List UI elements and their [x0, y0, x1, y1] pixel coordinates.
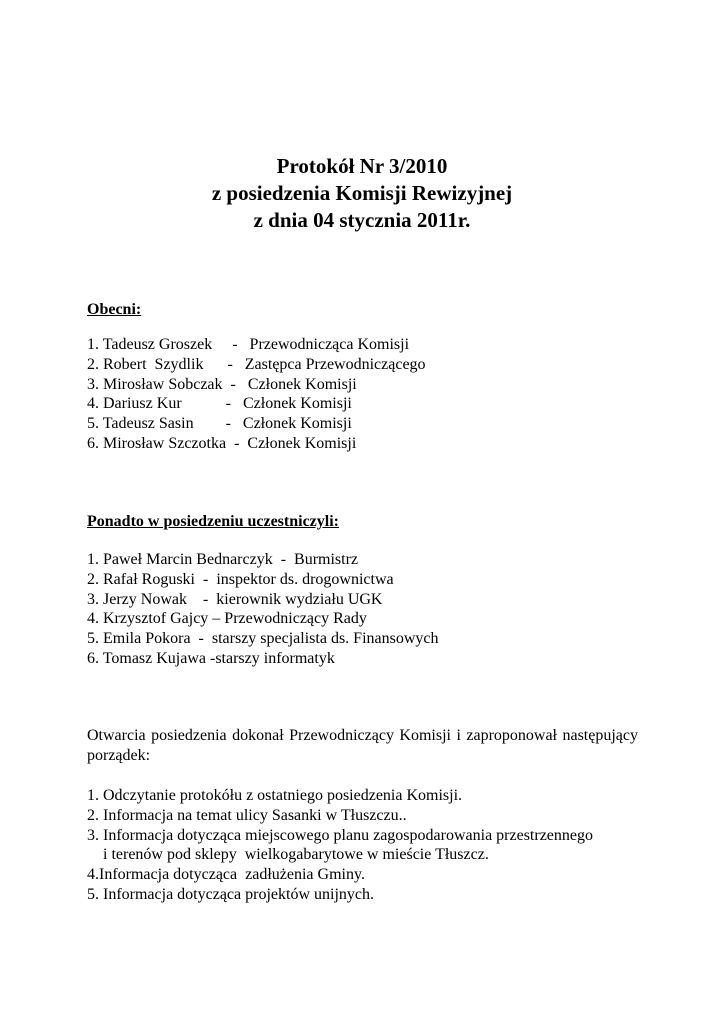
opening-paragraph: Otwarcia posiedzenia dokonał Przewodniczący Komisji i zaproponował następujący porządek: — [87, 727, 638, 764]
list-item: 4. Krzysztof Gajcy – Przewodniczący Rady — [87, 610, 367, 628]
list-item: 2. Robert Szydlik - Zastępca Przewodniczącego — [87, 355, 426, 373]
list-item: 3. Jerzy Nowak - kierownik wydziału UGK — [87, 590, 383, 608]
list-item: 1. Paweł Marcin Bednarczyk - Burmistrz — [87, 551, 359, 568]
title-line-3: z dnia 04 stycznia 2011r. — [253, 208, 471, 232]
agenda-item-2: 2. Informacja na temat ulicy Sasanki w Tłuszczu.. — [87, 806, 407, 824]
list-item: 5. Tadeusz Sasin - Członek Komisji — [87, 415, 352, 433]
title-line-2: z posiedzenia Komisji Rewizyjnej — [211, 181, 513, 205]
list-item: 6. Tomasz Kujawa -starszy informatyk — [87, 649, 335, 667]
list-item: 2. Rafał Roguski - inspektor ds. drogownictwa — [87, 570, 394, 588]
list-item: 4. Dariusz Kur - Członek Komisji — [87, 395, 352, 413]
title-line-1: Protokół Nr 3/2010 — [276, 154, 448, 178]
list-item: 3. Mirosław Sobczak - Członek Komisji — [87, 375, 357, 393]
list-item: 5. Emila Pokora - starszy specjalista ds. Finansowych — [87, 630, 439, 648]
agenda-list — [87, 786, 593, 905]
list-item: 6. Mirosław Szczotka - Członek Komisji — [87, 434, 357, 452]
agenda-item-3: 3. Informacja dotycząca miejscowego planu zagospodarowania przestrzennego — [87, 826, 593, 844]
document-title — [0, 153, 724, 234]
agenda-item-3-continued: i terenów pod sklepy wielkogabarytowe w mieście Tłuszcz. — [103, 846, 489, 864]
agenda-item-1: 1. Odczytanie protokółu z ostatniego posiedzenia Komisji. — [87, 787, 463, 804]
present-list — [87, 335, 426, 454]
present-heading: Obecni: — [87, 301, 142, 318]
agenda-item-5: 5. Informacja dotycząca projektów unijnych. — [87, 885, 374, 903]
agenda-item-4: 4.Informacja dotycząca zadłużenia Gminy. — [87, 866, 365, 884]
participants-heading: Ponadto w posiedzeniu uczestniczyli: — [87, 513, 339, 530]
participants-list — [87, 550, 439, 669]
list-item: 1. Tadeusz Groszek - Przewodnicząca Komisji — [87, 336, 410, 353]
